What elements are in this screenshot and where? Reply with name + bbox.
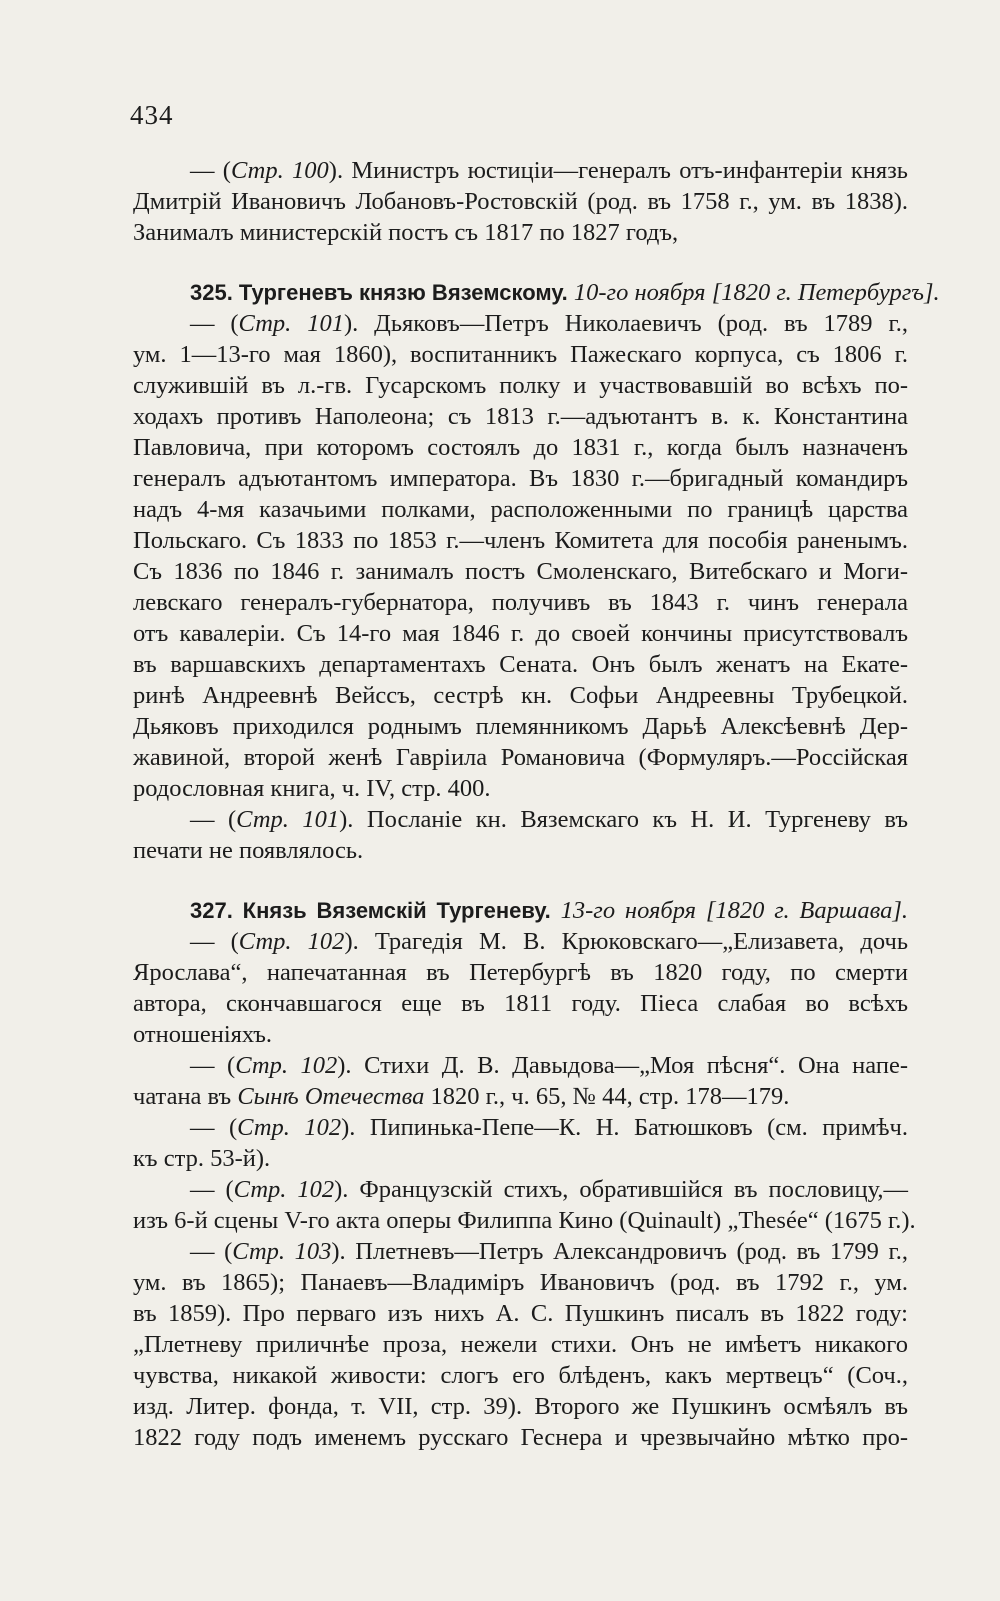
text-segment: надъ 4-мя казачьими полками, расположенными по границѣ царства [133,496,908,523]
text-line [133,186,908,217]
text-segment: „Плетневу приличнѣе проза, нежели стихи. Онъ не имѣетъ никакого [133,1331,908,1358]
text-line [190,1050,908,1081]
text-segment: ). Пипинька-Пепе—К. Н. Батюшковъ (см. примѣч. [341,1114,908,1141]
text-line [190,155,908,186]
text-segment: ). Министръ юстиціи—генералъ отъ-инфантеріи князь [328,157,908,184]
text-segment: отношеніяхъ. [133,1021,273,1048]
text-segment: — ( [190,310,239,337]
text-line [133,494,908,525]
section-heading-line [190,277,940,308]
italic-text: Стр. 101 [238,310,344,337]
text-line [133,1081,908,1112]
text-segment: ринѣ Андреевнѣ Вейссъ, сестрѣ кн. Софьи Андреевны Трубецкой. [133,682,908,709]
text-line [133,618,908,649]
text-line [190,1174,908,1205]
text-line [133,957,908,988]
letter-heading: 327. Князь Вяземскій Тургеневу. [190,898,551,923]
text-segment: 1820 г., ч. 65, № 44, стр. 178—179. [424,1083,790,1110]
text-segment: ). Трагедія М. В. Крюковскаго—„Елизавета, дочь [344,928,908,955]
text-segment: ум. въ 1865); Панаевъ—Владиміръ Ивановичъ (род. въ 1792 г., ум. [133,1269,908,1296]
italic-text: Стр. 102 [238,928,345,955]
text-line [133,1298,908,1329]
text-segment: левскаго генералъ-губернатора, получивъ въ 1843 г. чинъ генерала [133,589,908,616]
italic-text: Стр. 101 [236,806,340,833]
text-line [133,742,908,773]
text-segment: отъ кавалеріи. Съ 14-го мая 1846 г. до своей кончины присутствовалъ [133,620,908,647]
italic-text: Стр. 102 [233,1176,335,1203]
letter-heading: 325. Тургеневъ князю Вяземскому. [190,280,568,305]
text-segment: Польскаго. Съ 1833 по 1853 г.—членъ Комитета для пособія раненымъ. [133,527,908,554]
italic-text: 10-го ноября [1820 г. Петербургъ]. [573,279,940,306]
italic-text: Стр. 100 [230,157,329,184]
text-line [133,556,908,587]
text-segment: въ 1859). Про перваго изъ нихъ А. С. Пушкинъ писалъ въ 1822 году: [133,1300,908,1327]
text-line [133,401,908,432]
text-line [133,463,908,494]
text-line [133,1329,908,1360]
text-segment: Павловича, при которомъ состоялъ до 1831 г., когда былъ назначенъ [133,434,908,461]
text-line [133,432,908,463]
text-segment [551,897,561,924]
text-line [133,1422,908,1453]
text-line [133,1205,916,1236]
text-segment: — ( [190,928,239,955]
text-line [133,525,908,556]
text-line [133,835,908,866]
text-segment: — ( [190,1238,233,1265]
text-line [133,587,908,618]
text-segment: Съ 1836 по 1846 г. занималъ постъ Смоленскаго, Витебскаго и Моги- [133,558,908,585]
text-segment: чатана въ [133,1083,238,1110]
text-line [133,988,908,1019]
text-segment: — ( [190,1176,234,1203]
text-line [133,711,908,742]
text-segment: Ярослава“, напечатанная въ Петербургѣ въ 1820 году, по смерти [133,959,908,986]
text-segment: 1822 году подъ именемъ русскаго Геснера и чрезвычайно мѣтко про- [133,1424,908,1451]
text-segment: — ( [190,1114,238,1141]
text-line [133,339,908,370]
text-segment: Дьяковъ приходился роднымъ племянникомъ Дарьѣ Алексѣевнѣ Дер- [133,713,908,740]
text-line [190,926,908,957]
text-segment: ). Стихи Д. В. Давыдова—„Моя пѣсня“. Она напе- [337,1052,908,1079]
text-segment: ). Плетневъ—Петръ Александровичъ (род. въ 1799 г., [331,1238,908,1265]
text-segment: ). Дьяковъ—Петръ Николаевичъ (род. въ 1789 г., [343,310,908,337]
text-line [190,1236,908,1267]
text-segment: изъ 6-й сцены V-го акта оперы Филиппа Кино (Quinault) „Thesée“ (1675 г.). [133,1207,916,1234]
italic-text: 13-го ноября [1820 г. Варшава]. [560,897,909,924]
italic-text: Стр. 103 [232,1238,332,1265]
text-segment: генералъ адъютантомъ императора. Въ 1830 г.—бригадный командиръ [133,465,908,492]
text-line [133,217,908,248]
page-number: 434 [130,100,174,130]
text-line [133,680,908,711]
text-segment: Дмитрій Ивановичъ Лобановъ-Ростовскій (род. въ 1758 г., ум. въ 1838). [133,188,908,215]
text-line [133,1019,908,1050]
text-segment: — ( [190,1052,236,1079]
text-segment: чувства, никакой живости: слогъ его блѣденъ, какъ мертвецъ“ (Соч., [133,1362,908,1389]
text-line [133,1143,908,1174]
text-line [133,1360,908,1391]
text-line [190,308,908,339]
text-segment: родословная книга, ч. IV, стр. 400. [133,775,491,802]
text-line [133,370,908,401]
text-segment: ). Посланіе кн. Вяземскаго къ Н. И. Тургеневу въ [339,806,908,833]
text-line [133,1267,908,1298]
text-segment: печати не появлялось. [133,837,364,864]
text-segment: ). Французскій стихъ, обратившійся въ пословицу,— [334,1176,908,1203]
text-segment: изд. Литер. фонда, т. VII, стр. 39). Второго же Пушкинъ осмѣялъ въ [133,1393,908,1420]
text-segment: служившій въ л.-гв. Гусарскомъ полку и участвовавшій во всѣхъ по- [133,372,908,399]
italic-text: Стр. 102 [235,1052,338,1079]
text-segment: въ варшавскихъ департаментахъ Сената. Онъ былъ женатъ на Екате- [133,651,908,678]
text-segment: къ стр. 53-й). [133,1145,271,1172]
text-segment: ходахъ противъ Наполеона; съ 1813 г.—адъютантъ в. к. Константина [133,403,908,430]
text-segment: автора, скончавшагося еще въ 1811 году. Піеса слабая во всѣхъ [133,990,908,1017]
italic-text: Стр. 102 [237,1114,342,1141]
text-line [190,1112,908,1143]
italic-text: Сынѣ Отечества [237,1083,425,1110]
text-line [133,773,908,804]
text-segment: Занималъ министерскій постъ съ 1817 по 1827 годъ, [133,219,679,246]
text-segment: — ( [190,157,231,184]
text-segment: жавиной, второй женѣ Гавріила Романовича (Формуляръ.—Россійская [133,744,908,771]
section-heading-line [190,895,908,926]
text-segment: ум. 1—13-го мая 1860), воспитанникъ Пажескаго корпуса, съ 1806 г. [133,341,908,368]
text-segment: — ( [190,806,237,833]
text-line [133,1391,908,1422]
text-line [133,649,908,680]
text-line [190,804,908,835]
